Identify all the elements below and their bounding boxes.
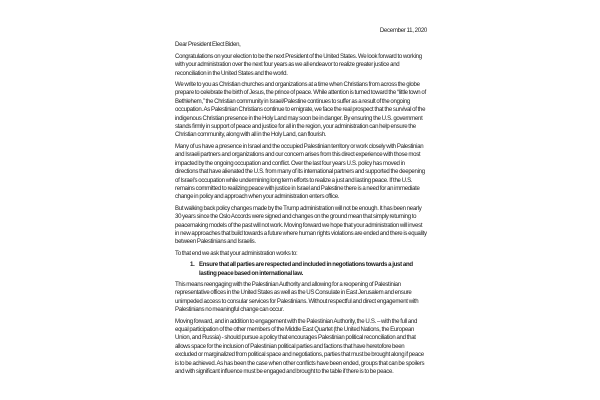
- letter-paragraph-ask-intro: To that end we ask that your administration works to:: [175, 249, 298, 257]
- letter-date: December 11, 2020: [379, 27, 427, 34]
- letter-paragraph-christian-churches: We write to you as Christian churches and organizations at a time when Christians from across the globe prepare to celebrate the birth of Jesus, the prince of peace. While attention is turned toward the “little town of Bethlehem,” the Christian community in Israel/Palestine continues to suffer as a result of the ongoing occupation. As Palestinian Christians continue to emigrate, we face the real prospect that the survival of the indigenous Christian presence in the Holy Land may soon be in danger. By ensuring the U.S. government stands firmly in support of peace and justice for all in the region, your administration can help ensure the Christian community, along with all in the Holy Land, can flourish.: [175, 81, 426, 139]
- letter-paragraph-presence-in-israel: Many of us have a presence in Israel and the occupied Palestinian territory or work closely with Palestinian and Israeli partners and organizations and our concern arises from this direct experience with those most impacted by the ongoing occupation and conflict. Over the last four years U.S. policy has moved in directions that have alienated the U.S. from many of its international partners and supported the deepening of Israel’s occupation while undermining long term efforts to realize a just and lasting peace. If the U.S. remains committed to realizing peace with justice in Israel and Palestine there is a need for an immediate change in policy and approach when your administration enters office.: [175, 142, 425, 201]
- letter-paragraph-reengaging: This means reengaging with the Palestinian Authority and allowing for a reopening of Palestinian representative offices in the United States as well as the US Consulate in East Jerusalem and ensure unimpeded access to consular services for Palestinians. Without respectful and direct engagement with Palestinians no meaningful change can occur.: [175, 280, 419, 314]
- letter-salutation: Dear President Elect Biden,: [175, 41, 241, 49]
- letter-paragraph-congratulations: Congratulations on your election to be the next President of the United States. We look forward to working with your administration over the next four years as we all endeavor to realize greater justice and reconciliation in the United States and the world.: [175, 52, 422, 77]
- letter-paragraph-moving-forward: Moving forward, and in addition to engagement with the Palestinian Authority, the U.S. – with the full and equal participation of the other members of the Middle East Quartet (the United Nations, the European Union, and Russia) - should pursue a policy that encourages Palestinian political reconciliation and that allows space for the inclusion of Palestinian political parties and factions that have heretofore been excluded or marginalized from political space and negotiations, parties that must be brought along if peace is to be achieved. As has been the case when other conflicts have been ended, groups that can be spoilers and with significant influence must be engaged and brought to the table if there is to be peace.: [175, 317, 425, 376]
- numbered-list-item: [175, 261, 427, 278]
- letter-paragraph-policy-changes: But walking back policy changes made by the Trump administration will not be enough. It has been nearly 30 years since the Oslo Accords were signed and changes on the ground mean that simply returning to peacemaking models of the past will not work. Moving forward we hope that your administration will invest in new approaches that build towards a future where human rights violations are ended and there is equality between Palestinians and Israelis.: [175, 204, 427, 246]
- list-item-number: 1.: [190, 261, 195, 269]
- list-item-text: Ensure that all parties are respected and included in negotiations towards a just and lasting peace based on international law.: [199, 261, 413, 277]
- letter-page: [175, 27, 427, 379]
